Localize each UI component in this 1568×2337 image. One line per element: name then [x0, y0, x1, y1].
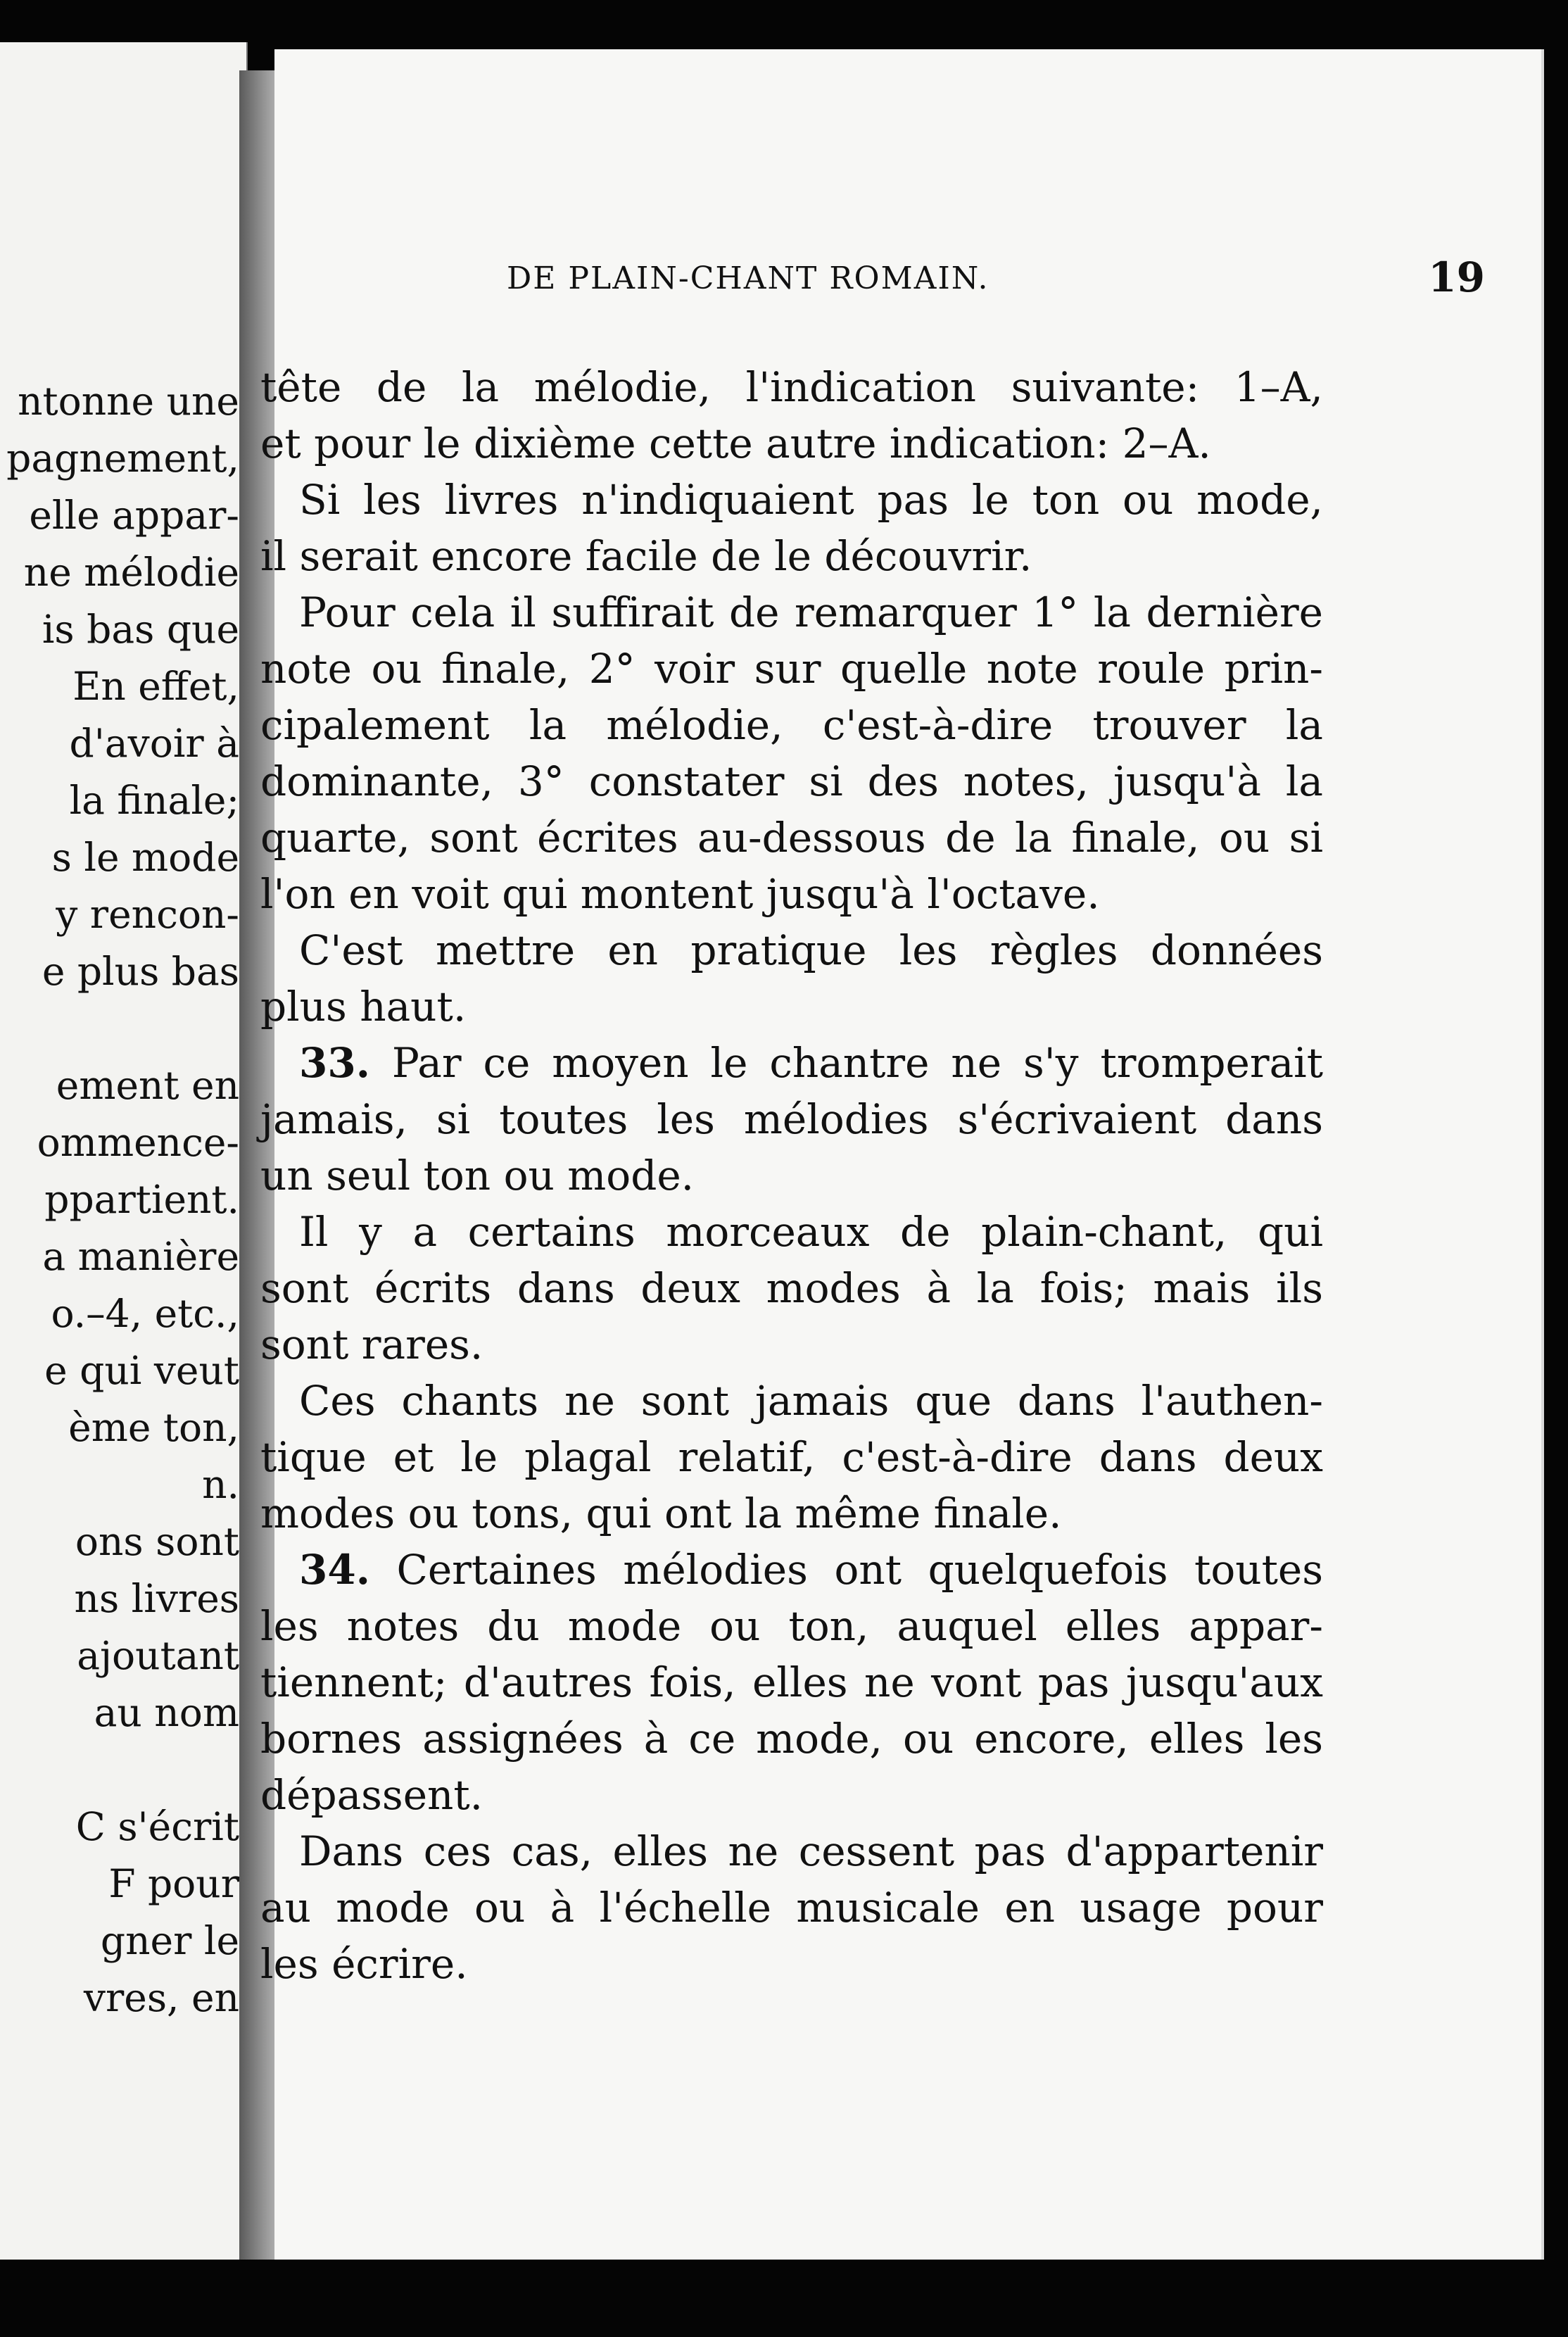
text-line [260, 415, 1323, 472]
line-text: un seul ton ou mode. [260, 1152, 695, 1199]
line-text: quarte, sont écrites au-dessous de la finale, ou si [260, 814, 1323, 862]
left-page-line: la finale; [69, 778, 239, 823]
line-text: Ces chants ne sont jamais que dans l'authen- [299, 1377, 1323, 1425]
text-line [260, 1316, 1323, 1373]
text-line [260, 584, 1323, 641]
left-page-line: ons sont [75, 1519, 239, 1564]
left-page-line [6, 1000, 239, 1057]
text-line [260, 810, 1323, 866]
left-page-line: s le mode [51, 835, 239, 880]
section-number: 33. [299, 1039, 370, 1087]
text-line [260, 866, 1323, 922]
line-text: modes ou tons, qui ont la même finale. [260, 1489, 1062, 1537]
text-line [260, 472, 1323, 528]
left-page-line [6, 1741, 239, 1799]
line-text: sont écrits dans deux modes à la fois; mais ils [260, 1264, 1323, 1312]
left-page-line: a manière [42, 1234, 239, 1279]
left-page-line: ns livres [74, 1576, 239, 1621]
line-text: Dans ces cas, elles ne cessent pas d'appartenir [299, 1827, 1323, 1875]
left-page-fragment [0, 42, 248, 2260]
line-text: il serait encore facile de le découvrir. [260, 532, 1032, 580]
text-line [260, 1879, 1323, 1936]
left-page-line: pagnement, [6, 436, 239, 481]
left-page-line: ne mélodie [23, 550, 239, 595]
left-page-line: is bas que [42, 607, 239, 652]
right-page [260, 49, 1544, 2260]
running-head: DE PLAIN-CHANT ROMAIN. [507, 260, 990, 296]
left-page-line: y rencon- [56, 892, 239, 937]
left-page-line: ème ton, [68, 1405, 239, 1450]
left-page-line: e plus bas [42, 949, 239, 994]
left-page-text [6, 373, 239, 2027]
text-line [260, 1485, 1323, 1542]
left-page-line: o.–4, etc., [51, 1291, 239, 1336]
body-text [260, 359, 1323, 1992]
text-line [260, 1936, 1323, 1992]
left-page-line: En effet, [72, 664, 239, 709]
line-text: dominante, 3° constater si des notes, jusqu'à la [260, 757, 1323, 805]
section-number: 34. [299, 1546, 370, 1594]
text-line [260, 359, 1323, 415]
text-line [260, 697, 1323, 753]
line-text: et pour le dixième cette autre indication: 2–A. [260, 420, 1211, 467]
text-line [260, 1204, 1323, 1260]
text-line [260, 1147, 1323, 1204]
line-text: Certaines mélodies ont quelquefois toutes [396, 1546, 1323, 1594]
text-line [260, 528, 1323, 584]
text-line [260, 1373, 1323, 1429]
text-line [260, 978, 1323, 1035]
line-text: les notes du mode ou ton, auquel elles appar- [260, 1602, 1323, 1650]
left-page-line: vres, en [83, 1975, 239, 2020]
left-page-line: C s'écrit [75, 1804, 239, 1849]
line-text: Il y a certains morceaux de plain-chant, qui [299, 1208, 1323, 1256]
page-header [507, 253, 1513, 317]
line-text: cipalement la mélodie, c'est-à-dire trouver la [260, 701, 1323, 749]
left-page-line: ntonne une [18, 379, 239, 424]
text-line [260, 1823, 1323, 1879]
text-line [260, 1767, 1323, 1823]
text-line [260, 1091, 1323, 1147]
left-page-line: ement en [56, 1063, 239, 1108]
line-text: au mode ou à l'échelle musicale en usage pour [260, 1884, 1323, 1932]
line-text: Si les livres n'indiquaient pas le ton ou mode, [299, 476, 1323, 524]
line-text: jamais, si toutes les mélodies s'écrivaient dans [260, 1095, 1323, 1143]
left-page-line: d'avoir à [69, 721, 239, 766]
text-line [260, 753, 1323, 810]
text-line [260, 1260, 1323, 1316]
line-text: tiennent; d'autres fois, elles ne vont pas jusqu'aux [260, 1658, 1323, 1706]
line-text: note ou finale, 2° voir sur quelle note roule prin- [260, 645, 1323, 693]
line-text: tête de la mélodie, l'indication suivante: 1–A, [260, 363, 1323, 411]
left-page-line: ommence- [37, 1120, 239, 1165]
left-page-line: n. [202, 1462, 239, 1507]
left-page-line: F pour [108, 1861, 239, 1906]
text-line [260, 641, 1323, 697]
line-text: sont rares. [260, 1321, 483, 1368]
text-line [260, 922, 1323, 978]
left-page-line: ajoutant [77, 1633, 239, 1678]
line-text: C'est mettre en pratique les règles données [299, 926, 1323, 974]
line-text: Pour cela il suffirait de remarquer 1° la dernière [299, 588, 1323, 636]
line-text: Par ce moyen le chantre ne s'y tromperait [391, 1039, 1324, 1087]
text-line [260, 1598, 1323, 1654]
left-page-line: elle appar- [29, 493, 239, 538]
left-page-line: ppartient. [44, 1177, 239, 1222]
line-text: dépassent. [260, 1771, 483, 1819]
text-line [260, 1711, 1323, 1767]
line-text: les écrire. [260, 1940, 468, 1988]
text-line [260, 1035, 1323, 1091]
text-line [260, 1542, 1323, 1598]
text-line [260, 1654, 1323, 1711]
left-page-line: gner le [100, 1918, 239, 1963]
page-number: 19 [1428, 253, 1485, 301]
left-page-line: au nom [94, 1690, 239, 1735]
left-page-line: e qui veut [44, 1348, 239, 1393]
line-text: l'on en voit qui montent jusqu'à l'octave. [260, 870, 1100, 918]
text-line [260, 1429, 1323, 1485]
line-text: plus haut. [260, 983, 467, 1031]
line-text: tique et le plagal relatif, c'est-à-dire dans deux [260, 1433, 1323, 1481]
line-text: bornes assignées à ce mode, ou encore, elles les [260, 1715, 1323, 1763]
